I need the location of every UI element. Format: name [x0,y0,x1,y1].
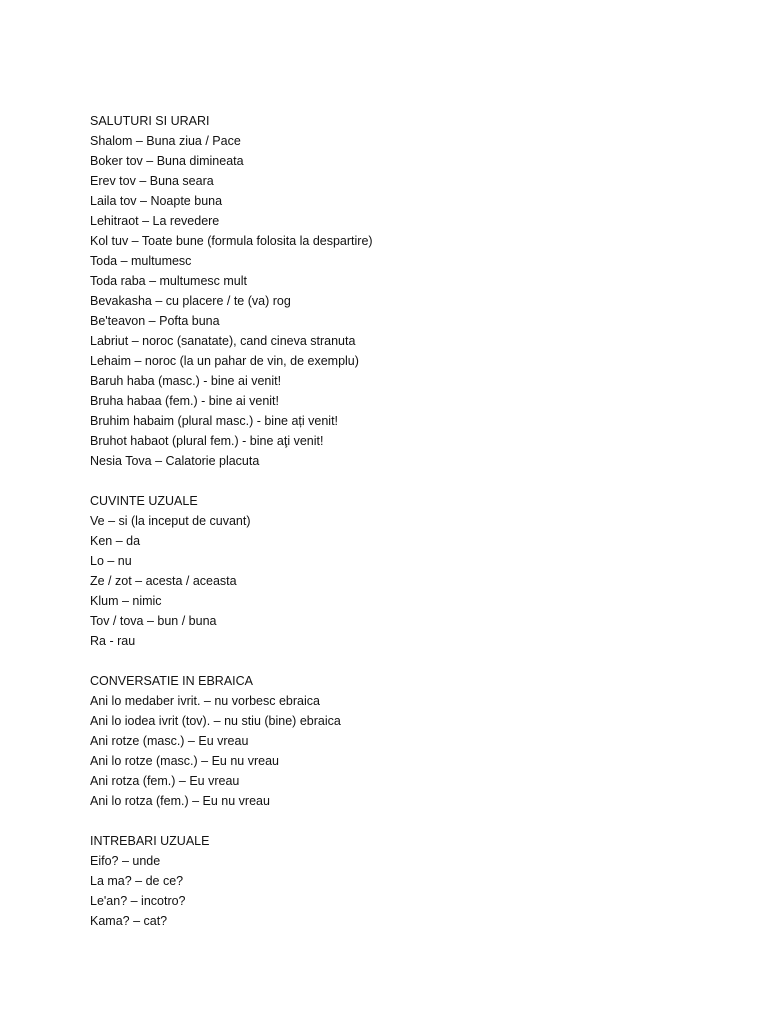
phrase-line: Ve – si (la inceput de cuvant) [90,514,251,528]
phrase-line: Labriut – noroc (sanatate), cand cineva stranuta [90,334,356,348]
phrase-line: Bevakasha – cu placere / te (va) rog [90,294,291,308]
section-saluturi [90,111,730,471]
section-heading: INTREBARI UZUALE [90,834,210,848]
phrase-line: Ani lo iodea ivrit (tov). – nu stiu (bine) ebraica [90,714,341,728]
section-heading: CONVERSATIE IN EBRAICA [90,674,253,688]
phrase-line: Kol tuv – Toate bune (formula folosita la despartire) [90,234,373,248]
phrase-line: Laila tov – Noapte buna [90,194,223,208]
document-page [90,111,730,931]
phrase-line: Bruhot habaot (plural fem.) - bine aţi venit! [90,434,324,448]
section-heading: SALUTURI SI URARI [90,114,210,128]
phrase-line: Ze / zot – acesta / aceasta [90,574,237,588]
phrase-line: Ani lo rotze (masc.) – Eu nu vreau [90,754,279,768]
phrase-line: Toda – multumesc [90,254,192,268]
phrase-line: Tov / tova – bun / buna [90,614,217,628]
phrase-line: Boker tov – Buna dimineata [90,154,244,168]
phrase-line: Ani rotze (masc.) – Eu vreau [90,734,249,748]
phrase-line: Lo – nu [90,554,132,568]
phrase-line: Lehaim – noroc (la un pahar de vin, de exemplu) [90,354,359,368]
phrase-line: Klum – nimic [90,594,162,608]
section-heading: CUVINTE UZUALE [90,494,198,508]
phrase-line: Erev tov – Buna seara [90,174,214,188]
phrase-line: Ra - rau [90,634,136,648]
section-intrebari [90,831,730,931]
phrase-line: Bruha habaa (fem.) - bine ai venit! [90,394,279,408]
phrase-line: Shalom – Buna ziua / Pace [90,134,241,148]
phrase-line: Ani lo rotza (fem.) – Eu nu vreau [90,794,270,808]
phrase-line: Toda raba – multumesc mult [90,274,248,288]
phrase-line: Le'an? – incotro? [90,894,186,908]
phrase-line: Baruh haba (masc.) - bine ai venit! [90,374,282,388]
section-conversatie [90,671,730,811]
phrase-line: Nesia Tova – Calatorie placuta [90,454,260,468]
phrase-line: Bruhim habaim (plural masc.) - bine ați venit! [90,414,339,428]
phrase-line: Eifo? – unde [90,854,161,868]
phrase-line: Ani rotza (fem.) – Eu vreau [90,774,240,788]
phrase-line: Ani lo medaber ivrit. – nu vorbesc ebraica [90,694,320,708]
phrase-line: La ma? – de ce? [90,874,184,888]
phrase-line: Lehitraot – La revedere [90,214,220,228]
phrase-line: Ken – da [90,534,141,548]
section-cuvinte-uzuale [90,491,730,651]
phrase-line: Be'teavon – Pofta buna [90,314,220,328]
phrase-line: Kama? – cat? [90,914,168,928]
